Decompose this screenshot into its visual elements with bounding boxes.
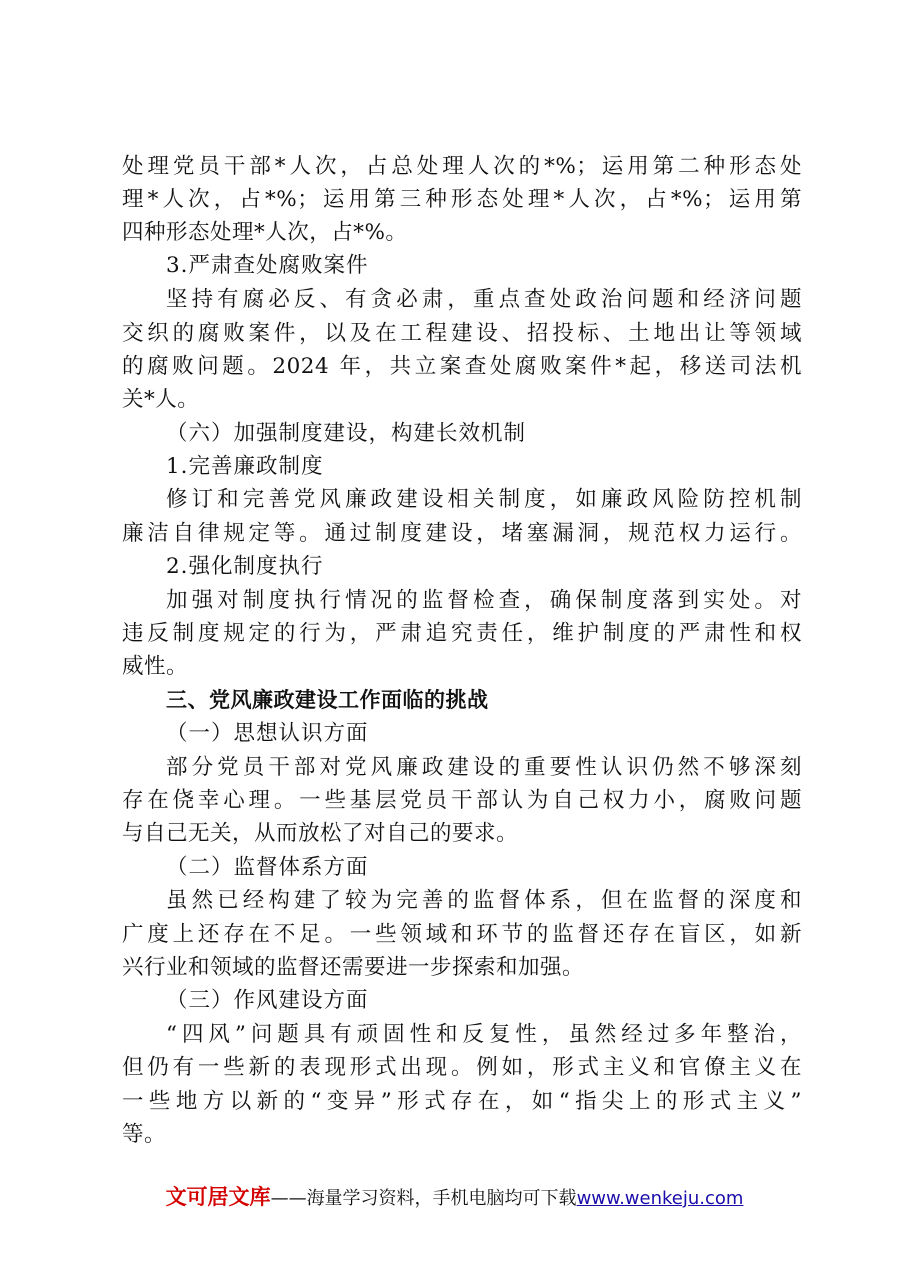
subsection-heading: 3.严肃查处腐败案件	[166, 253, 369, 278]
subsection-heading: 2.强化制度执行	[166, 554, 324, 579]
body-text-line: 坚持有腐必反、有贪必肃，重点查处政治问题和经济问题	[166, 287, 802, 312]
body-text-line: 与自己无关，从而放松了对自己的要求。	[122, 821, 519, 846]
body-text-line: 违反制度规定的行为，严肃追究责任，维护制度的严肃性和权	[122, 621, 802, 646]
subsection-heading: 1.完善廉政制度	[166, 454, 324, 479]
footer-tagline: ——海量学习资料，手机电脑均可下载	[270, 1188, 577, 1209]
website-link[interactable]: www.wenkeju.com	[576, 1188, 744, 1209]
section-heading: （三）作风建设方面	[166, 988, 369, 1013]
body-text-line: 部分党员干部对党风廉政建设的重要性认识仍然不够深刻	[166, 755, 802, 780]
body-text-line: “四风”问题具有顽固性和反复性，虽然经过多年整治，	[166, 1022, 802, 1047]
body-text-line: 广度上还存在不足。一些领域和环节的监督还存在盲区，如新	[122, 922, 802, 947]
body-text-line: 交织的腐败案件，以及在工程建设、招投标、土地出让等领域	[122, 321, 802, 346]
section-heading: （六）加强制度建设，构建长效机制	[166, 421, 527, 446]
brand-name: 文可居文库	[165, 1185, 271, 1209]
body-text-line: 但仍有一些新的表现形式出现。例如，形式主义和官僚主义在	[122, 1055, 802, 1080]
body-text-line: 修订和完善党风廉政建设相关制度，如廉政风险防控机制	[166, 487, 802, 512]
body-text-line: 处理党员干部*人次，占总处理人次的*%；运用第二种形态处	[122, 154, 802, 179]
body-text-line: 存在侥幸心理。一些基层党员干部认为自己权力小，腐败问题	[122, 788, 802, 813]
body-text-line: 关*人。	[122, 387, 200, 412]
body-text-line: 一些地方以新的“变异”形式存在，如“指尖上的形式主义”	[122, 1089, 802, 1114]
chapter-heading: 三、党风廉政建设工作面临的挑战	[166, 688, 489, 712]
section-heading: （二）监督体系方面	[166, 855, 369, 880]
body-text-line: 虽然已经构建了较为完善的监督体系，但在监督的深度和	[166, 888, 802, 913]
section-heading: （一）思想认识方面	[166, 721, 369, 746]
body-text-line: 威性。	[122, 654, 189, 679]
body-text-line: 廉洁自律规定等。通过制度建设，堵塞漏洞，规范权力运行。	[122, 521, 802, 546]
footer-banner	[0, 1184, 909, 1212]
body-text-line: 的腐败问题。2024 年，共立案查处腐败案件*起，移送司法机	[122, 354, 802, 379]
body-text-line: 兴行业和领域的监督还需要进一步探索和加强。	[122, 955, 585, 980]
body-text-line: 理*人次，占*%；运用第三种形态处理*人次，占*%；运用第	[122, 187, 802, 212]
body-text-line: 加强对制度执行情况的监督检查，确保制度落到实处。对	[166, 588, 802, 613]
body-text-line: 等。	[122, 1122, 167, 1147]
body-text-line: 四种形态处理*人次，占*%。	[122, 220, 408, 245]
